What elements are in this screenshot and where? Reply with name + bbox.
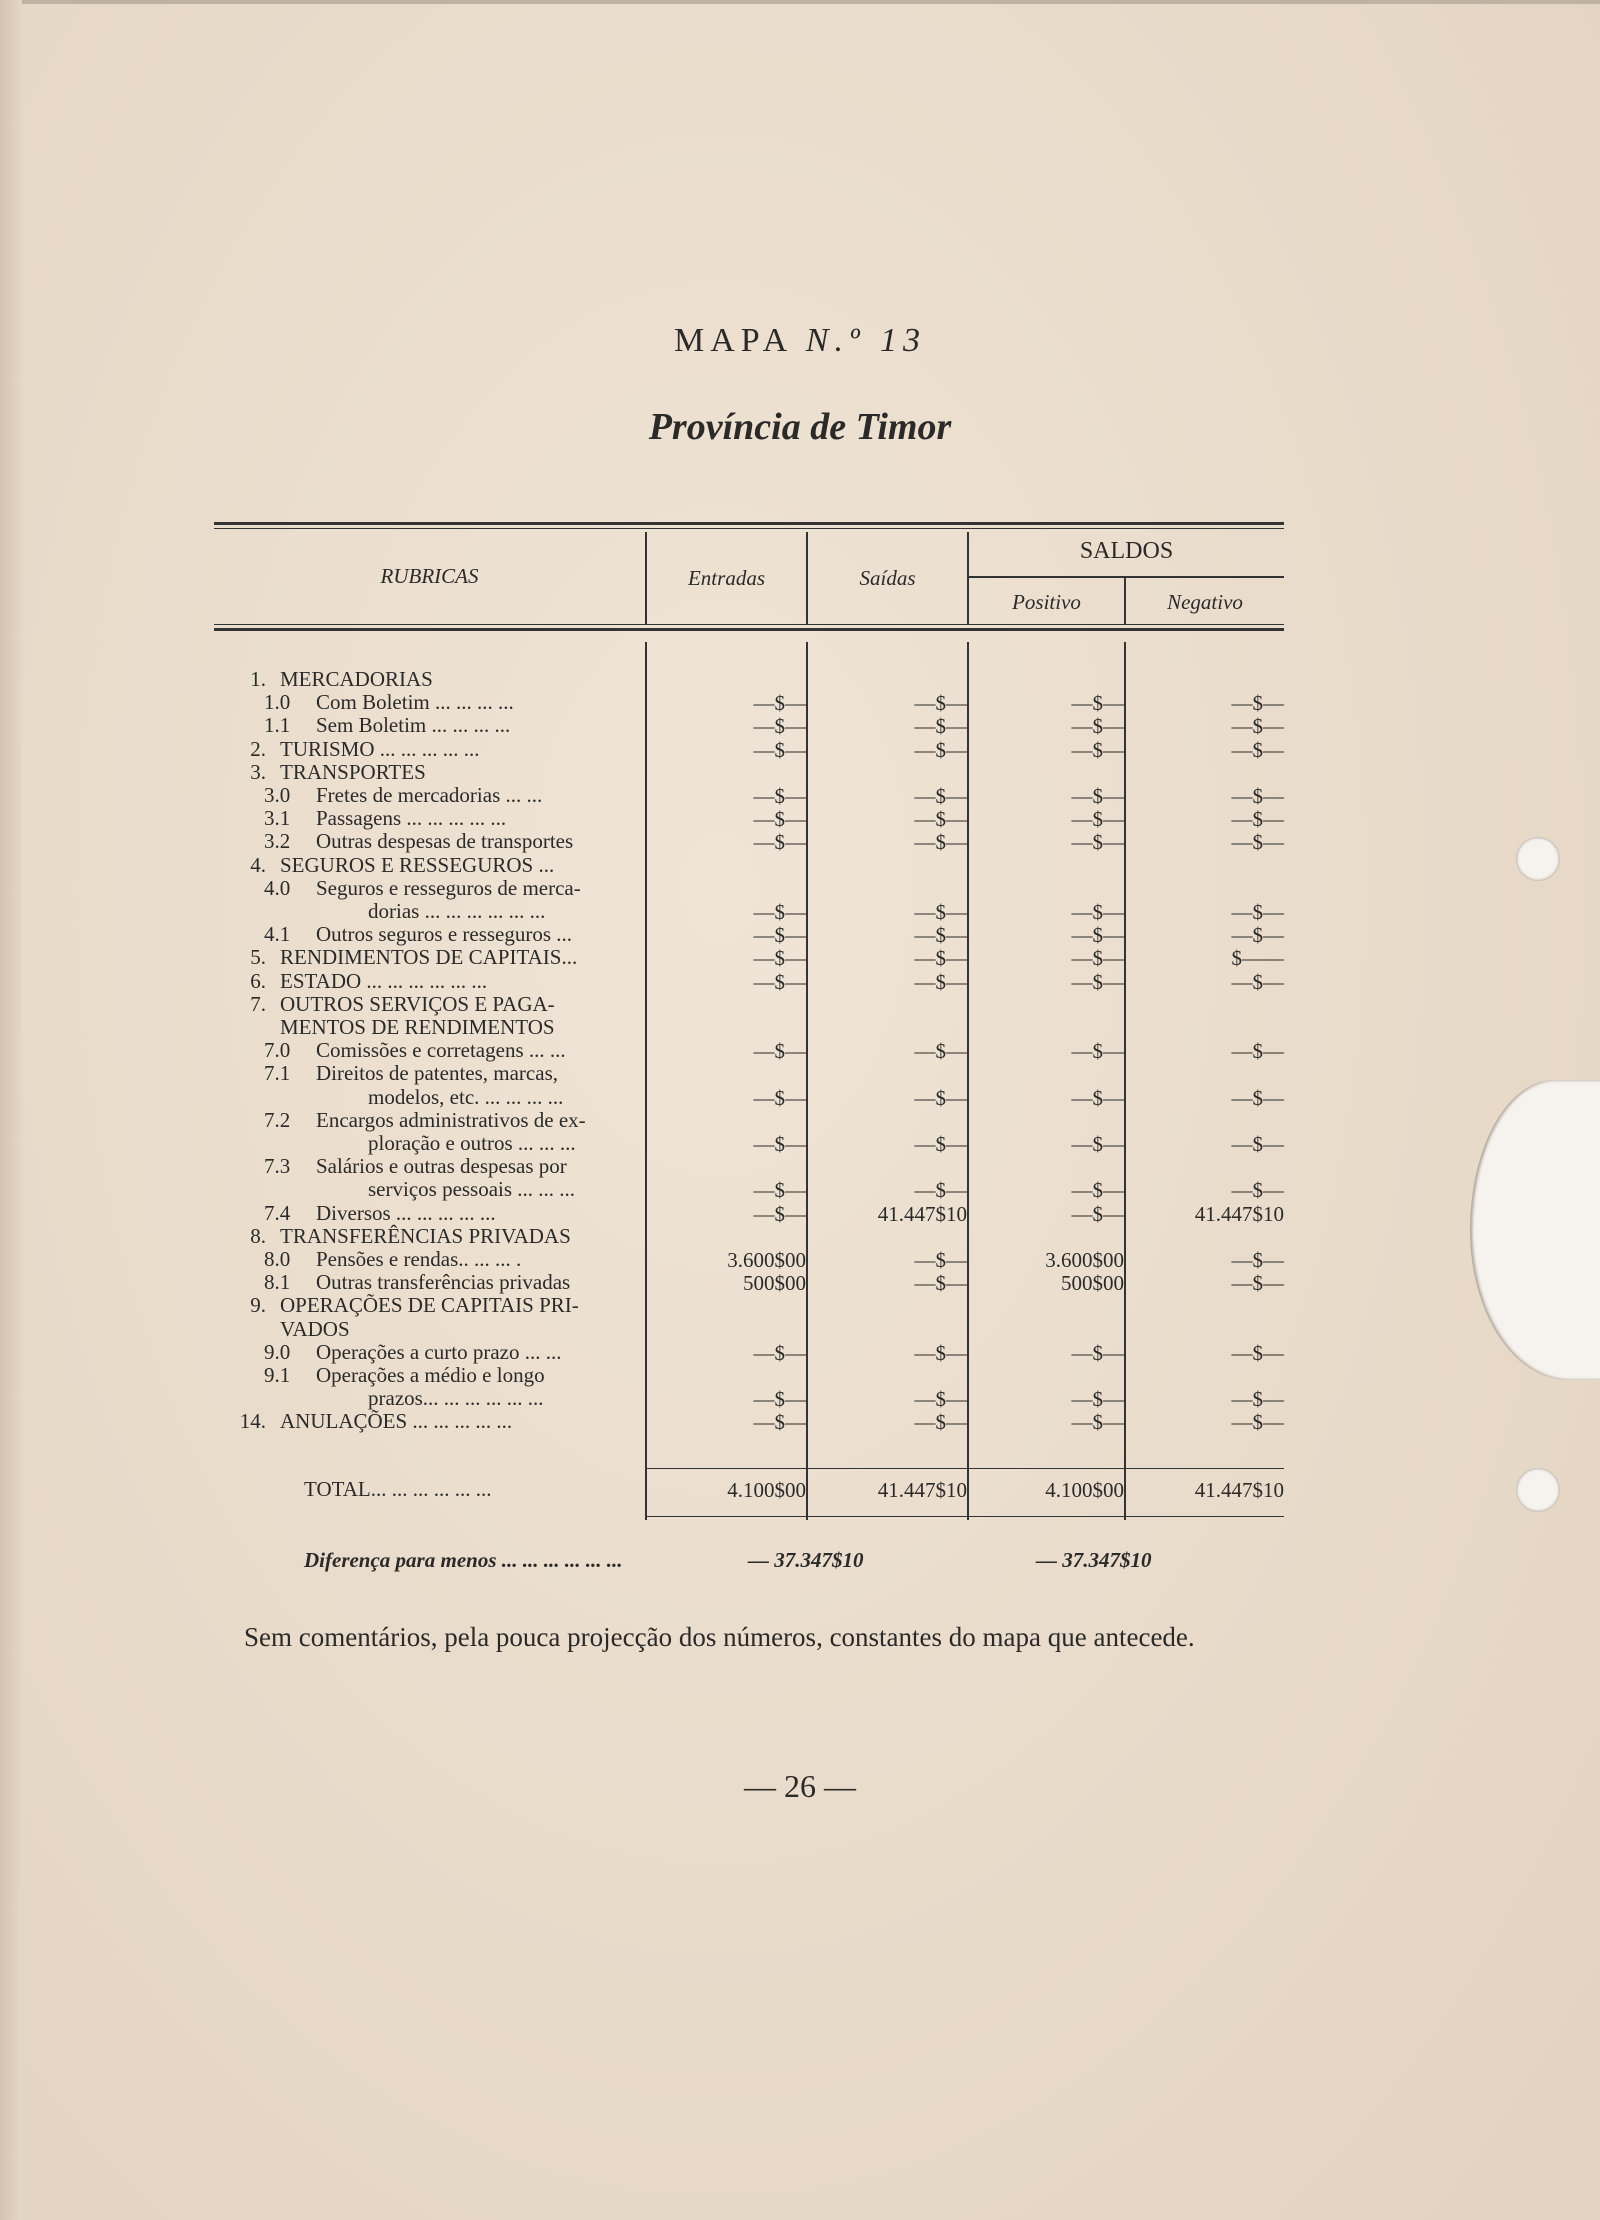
row-number: 2. [250,736,266,761]
row-text: serviços pessoais ... ... ... [368,1177,576,1202]
row-text: OUTROS SERVIÇOS E PAGA- [280,991,555,1016]
cell-entradas: —$— [753,1387,806,1412]
cell-positivo: —$— [1071,737,1124,762]
cell-entradas: —$— [753,714,806,739]
total-label: TOTAL... ... ... ... ... ... [304,1477,492,1501]
cell-negativo: —$— [1231,1271,1284,1296]
table-row-label [212,738,480,761]
cell-saidas: —$— [914,1248,967,1272]
header-negativo: Negativo [1167,590,1243,614]
cell-entradas: —$— [753,1340,806,1365]
total-top-rule [647,1468,1284,1469]
row-subnumber: 8.0 [264,1247,291,1271]
row-subnumber: 4.1 [264,922,291,947]
cell-negativo: —$— [1231,691,1284,716]
cell-saidas: —$— [914,737,967,762]
cell-positivo: —$— [1071,714,1124,739]
row-number: 1. [250,667,266,691]
cell-negativo: —$— [1231,969,1284,994]
row-text: TRANSPORTES [280,759,426,784]
total-bottom-rule [647,1516,1284,1517]
page-number: — 26 — [744,1768,856,1804]
row-text: prazos... ... ... ... ... ... [368,1386,544,1411]
cell-positivo: —$— [1071,1201,1124,1226]
row-text: Direitos de patentes, marcas, [316,1061,558,1086]
cell-saidas: —$— [914,1340,967,1365]
row-number: 14. [239,1409,266,1434]
table-row-label [212,1318,350,1341]
cell-saidas: —$— [914,1132,967,1156]
cell-entradas: —$— [753,1085,806,1110]
row-text: modelos, etc. ... ... ... ... [368,1084,564,1109]
cell-entradas: —$— [753,830,806,855]
row-subnumber: 1.1 [264,713,291,738]
row-text: Encargos administrativos de ex- [316,1107,586,1132]
row-subnumber: 4.0 [264,875,291,900]
row-text: Com Boletim ... ... ... ... [316,690,514,715]
row-subnumber: 3.2 [264,829,291,854]
row-text: Fretes de mercadorias ... ... [316,783,543,807]
header-bottom-rule-thin [214,624,1284,625]
cell-positivo: —$— [1071,1132,1124,1156]
cell-saidas: —$— [914,714,967,739]
cell-saidas: —$— [914,946,967,971]
row-text: ploração e outros ... ... ... [368,1131,576,1155]
table-row-label [212,1341,561,1364]
table-row-label [212,1086,563,1109]
cell-saidas: —$— [914,691,967,716]
cell-entradas: —$— [753,1039,806,1064]
table-row-label [212,1016,555,1039]
table-row-label [212,784,542,807]
cell-positivo: —$— [1071,923,1124,948]
diferenca-label: Diferença para menos ... ... ... ... ... ... [304,1548,623,1572]
table-row-label [212,1109,586,1132]
row-text: Outras despesas de transportes [316,829,574,854]
header-top-rule [214,522,1284,525]
cell-entradas: —$— [753,923,806,948]
punch-hole-top [1516,837,1560,881]
cell-negativo: —$— [1231,830,1284,855]
cell-positivo: 3.600$00 [1045,1248,1124,1272]
cell-negativo: —$— [1231,784,1284,808]
row-subnumber: 9.0 [264,1339,291,1364]
row-number: 5. [250,945,266,970]
diferenca-value-left: — 37.347$10 [748,1548,864,1572]
header-entradas: Entradas [687,566,765,590]
table-row-label [212,1178,575,1201]
cell-negativo: —$— [1231,714,1284,739]
row-text: ANULAÇÕES ... ... ... ... ... [280,1409,513,1434]
row-text: Sem Boletim ... ... ... ... [316,713,511,738]
cell-positivo: —$— [1071,1410,1124,1435]
table-row-label [212,970,487,993]
header-bottom-rule [214,628,1284,631]
cell-entradas: 500$00 [743,1271,806,1296]
cell-saidas: 41.447$10 [877,1201,967,1226]
cell-positivo: —$— [1071,691,1124,716]
cell-positivo: —$— [1071,830,1124,855]
cell-negativo: —$— [1231,900,1284,924]
row-subnumber: 9.1 [264,1363,291,1387]
row-text: Comissões e corretagens ... ... [316,1038,566,1063]
row-text: Outros seguros e resseguros ... [316,922,573,947]
cell-positivo: —$— [1071,969,1124,994]
table-row-label [212,900,545,923]
total-saidas: 41.447$10 [877,1478,967,1502]
row-text: Operações a curto prazo ... ... [316,1339,562,1364]
cell-negativo: $—— [1231,946,1284,971]
cell-entradas: —$— [753,737,806,762]
map-title [0,322,1600,360]
row-text: Salários e outras despesas por [316,1154,567,1179]
cell-positivo: —$— [1071,807,1124,832]
table-row-label [212,761,426,784]
table-row-label [212,1248,521,1271]
table-row-label [212,830,573,853]
cell-negativo: —$— [1231,1248,1284,1272]
row-number: 7. [250,991,266,1016]
row-text: OPERAÇÕES DE CAPITAIS PRI- [280,1293,579,1318]
saldos-divider [968,576,1284,578]
cell-negativo: —$— [1231,737,1284,762]
cell-positivo: —$— [1071,1387,1124,1412]
row-text: Seguros e resseguros de merca- [316,875,581,900]
cell-entradas: —$— [753,1410,806,1435]
row-text: Diversos ... ... ... ... ... [316,1200,496,1225]
cell-positivo: 500$00 [1061,1271,1124,1296]
header-saidas: Saídas [859,566,916,590]
row-text: Outras transferências privadas [316,1270,571,1295]
row-text: TURISMO ... ... ... ... ... [280,736,480,761]
table-row-label [212,807,506,830]
cell-negativo: —$— [1231,1039,1284,1064]
row-subnumber: 7.0 [264,1038,291,1063]
row-number: 6. [250,968,266,993]
table-row-label [212,1132,576,1155]
table-row-label [212,993,555,1016]
cell-negativo: —$— [1231,1132,1284,1156]
page-top-edge [20,0,1600,4]
table-row-label [212,877,581,900]
table-row-label [212,714,510,737]
cell-positivo: —$— [1071,1178,1124,1203]
row-text: TRANSFERÊNCIAS PRIVADAS [280,1223,571,1248]
cell-saidas: —$— [914,830,967,855]
table-row-label [212,668,433,691]
table-row-label [212,946,577,969]
cell-entradas: —$— [753,807,806,832]
table-row-label [212,1062,558,1085]
cell-saidas: —$— [914,1387,967,1412]
row-number: 4. [250,852,266,877]
header-positivo: Positivo [1012,590,1081,614]
row-text: VADOS [280,1316,350,1341]
cell-entradas: —$— [753,969,806,994]
row-subnumber: 3.0 [264,783,291,807]
cell-negativo: —$— [1231,807,1284,832]
diferenca-value-right: — 37.347$10 [1036,1548,1152,1572]
header-saldos: SALDOS [1079,538,1174,564]
cell-saidas: —$— [914,923,967,948]
cell-entradas: —$— [753,691,806,716]
table-row-label [212,1225,571,1248]
row-text: ESTADO ... ... ... ... ... ... [280,968,488,993]
header-rubricas: RUBRICAS [380,564,479,588]
cell-entradas: —$— [753,1201,806,1226]
row-number: 3. [250,759,266,784]
cell-entradas: —$— [753,1132,806,1156]
row-subnumber: 7.1 [264,1061,291,1086]
province-title: Província de Timor [648,406,952,448]
row-text: dorias ... ... ... ... ... ... [368,899,546,923]
cell-saidas: —$— [914,1039,967,1064]
table-row-label [212,691,514,714]
row-text: Passagens ... ... ... ... ... [316,806,507,831]
row-text: SEGUROS E RESSEGUROS ... [280,852,555,877]
map-title-number: N.º 13 [805,322,926,359]
row-text: MENTOS DE RENDIMENTOS [280,1015,555,1039]
table-row-label [212,1271,570,1294]
cell-saidas: —$— [914,807,967,832]
cell-positivo: —$— [1071,946,1124,971]
cell-positivo: —$— [1071,900,1124,924]
punch-hole-bottom [1516,1468,1560,1512]
cell-entradas: 3.600$00 [727,1248,806,1272]
cell-saidas: —$— [914,900,967,924]
cell-negativo: 41.447$10 [1194,1201,1284,1226]
row-text: Operações a médio e longo [316,1363,545,1387]
cell-saidas: —$— [914,1178,967,1203]
cell-entradas: —$— [753,1178,806,1203]
cell-saidas: —$— [914,1271,967,1296]
cell-entradas: —$— [753,900,806,924]
torn-paper-area [1470,1080,1600,1380]
table-row-label [212,1039,566,1062]
row-subnumber: 1.0 [264,690,291,715]
total-positivo: 4.100$00 [1045,1478,1124,1502]
cell-positivo: —$— [1071,784,1124,808]
total-entradas: 4.100$00 [727,1478,806,1502]
cell-entradas: —$— [753,784,806,808]
row-number: 9. [250,1293,266,1318]
row-number: 8. [250,1223,266,1248]
table-row-label [212,854,554,877]
comment-paragraph: Sem comentários, pela pouca projecção dos números, constantes do mapa que antecede. [244,1622,1195,1652]
cell-saidas: —$— [914,969,967,994]
cell-positivo: —$— [1071,1340,1124,1365]
cell-negativo: —$— [1231,1340,1284,1365]
table-row-label [212,923,572,946]
cell-entradas: —$— [753,946,806,971]
map-title-prefix: MAPA [674,322,792,359]
cell-saidas: —$— [914,1085,967,1110]
table-row-label [212,1294,579,1317]
table-row-label [212,1364,545,1387]
cell-negativo: —$— [1231,1178,1284,1203]
row-subnumber: 3.1 [264,806,291,831]
row-text: RENDIMENTOS DE CAPITAIS... [280,945,578,970]
cell-positivo: —$— [1071,1085,1124,1110]
cell-saidas: —$— [914,784,967,808]
cell-negativo: —$— [1231,1387,1284,1412]
row-text: MERCADORIAS [280,667,433,691]
table-row-label [212,1410,512,1433]
header-top-rule-thin [214,528,1284,529]
total-negativo: 41.447$10 [1194,1478,1284,1502]
row-subnumber: 7.4 [264,1200,291,1225]
table-row-label [212,1202,496,1225]
cell-saidas: —$— [914,1410,967,1435]
row-subnumber: 7.2 [264,1107,291,1132]
row-subnumber: 7.3 [264,1154,291,1179]
row-subnumber: 8.1 [264,1270,291,1295]
cell-negativo: —$— [1231,923,1284,948]
table-row-label [212,1155,567,1178]
cell-positivo: —$— [1071,1039,1124,1064]
cell-negativo: —$— [1231,1410,1284,1435]
table-row-label [212,1387,544,1410]
cell-negativo: —$— [1231,1085,1284,1110]
row-text: Pensões e rendas.. ... ... . [316,1247,522,1271]
